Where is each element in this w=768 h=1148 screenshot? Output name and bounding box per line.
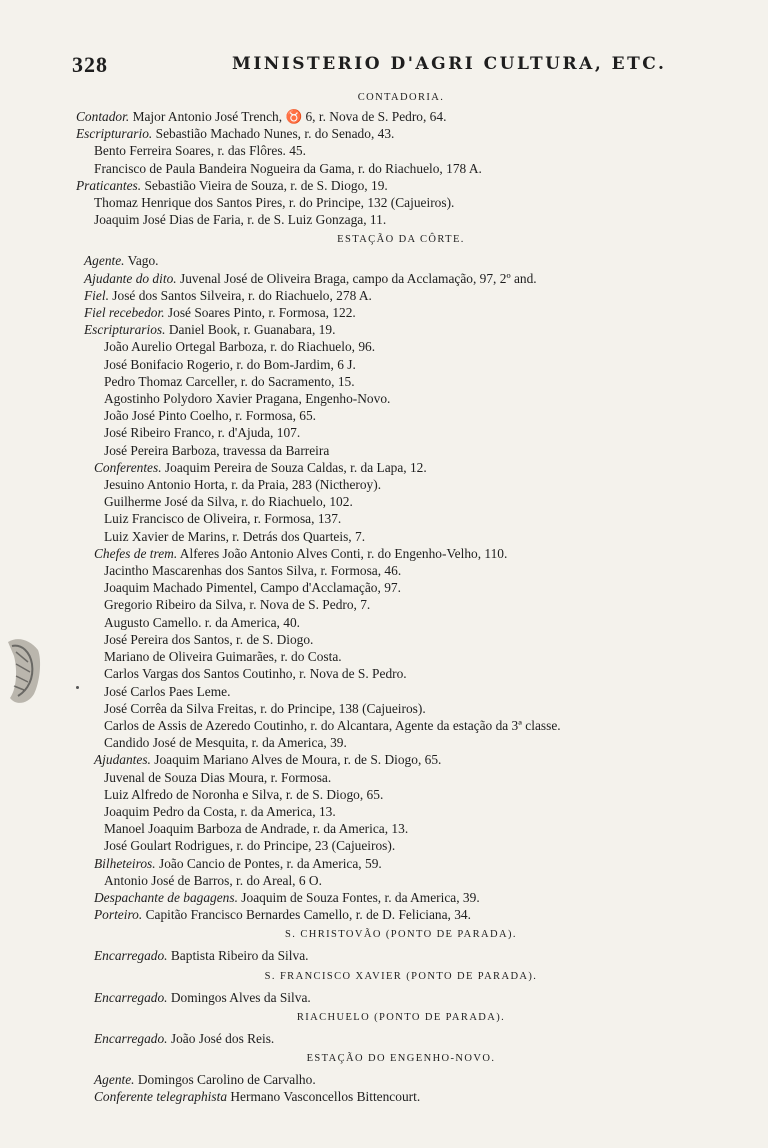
entry-text: Alferes João Antonio Alves Conti, r. do Engenho-Velho, 110. [179, 545, 508, 561]
entry-text: Guilherme José da Silva, r. do Riachuelo, 102. [104, 494, 353, 510]
directory-entry [76, 373, 726, 390]
directory-entry [76, 751, 726, 768]
entry-text: José Soares Pinto, r. Formosa, 122. [167, 305, 356, 321]
page-number: 328 [72, 52, 108, 77]
entry-role: Fiel. [84, 287, 109, 303]
section-heading: ESTAÇÃO DO ENGENHO-NOVO. [306, 1052, 496, 1064]
directory-entry [76, 108, 726, 125]
directory-entry [76, 989, 726, 1006]
entry-text: Capitão Francisco Bernardes Camello, r. de D. Feliciana, 34. [145, 907, 471, 923]
directory-entry [76, 142, 726, 159]
entry-role: Fiel recebedor. [84, 305, 165, 321]
directory-entry [76, 889, 726, 906]
entry-text: Candido José de Mesquita, r. da America, 39. [104, 735, 347, 751]
entry-text: Luiz Francisco de Oliveira, r. Formosa, 137. [104, 511, 342, 527]
entry-role: Agente. [94, 1071, 135, 1087]
entry-text: Carlos de Assis de Azeredo Coutinho, r. do Alcantara, Agente da estação da 3ª classe. [104, 717, 561, 733]
entry-text: José Pereira Barboza, travessa da Barreira [104, 442, 330, 458]
entry-text: Hermano Vasconcellos Bittencourt. [230, 1089, 421, 1105]
directory-entry [76, 1071, 726, 1088]
directory-entry [76, 304, 726, 321]
entry-text: Daniel Book, r. Guanabara, 19. [168, 322, 336, 338]
entry-role: Escripturarios. [84, 322, 166, 338]
directory-entry [76, 476, 726, 493]
entry-text: José Pereira dos Santos, r. de S. Diogo. [104, 631, 314, 647]
directory-entry [76, 545, 726, 562]
entry-text: Mariano de Oliveira Guimarães, r. do Costa. [104, 649, 342, 665]
directory-entry [76, 631, 726, 648]
directory-entry [76, 820, 726, 837]
directory-entry [76, 683, 726, 700]
entry-role: Contador. [76, 109, 130, 124]
directory-entry [76, 287, 726, 304]
directory-entry [76, 407, 726, 424]
entry-text: Domingos Carolino de Carvalho. [137, 1071, 316, 1087]
entry-text: José Carlos Paes Leme. [104, 683, 231, 699]
directory-entry [76, 596, 726, 613]
directory-entry [76, 837, 726, 854]
directory-entry [76, 390, 726, 407]
directory-entry [76, 528, 726, 545]
running-title: MINISTERIO D'AGRI CULTURA, ETC. [232, 54, 667, 74]
entry-role: Despachante de bagagens. [94, 889, 238, 905]
margin-speck [76, 686, 79, 689]
entry-role: Encarregado. [94, 948, 168, 964]
entry-text: Bento Ferreira Soares, r. das Flôres. 45. [94, 143, 306, 159]
entry-text: Sebastião Machado Nunes, r. do Senado, 43. [155, 126, 395, 142]
section-heading: S. CHRISTOVÃO (PONTO DE PARADA). [285, 929, 517, 941]
entry-role: Ajudante do dito. [84, 270, 177, 286]
directory-entry [76, 665, 726, 682]
directory-entry [76, 459, 726, 476]
entry-text: Pedro Thomaz Carceller, r. do Sacramento, 15. [104, 373, 355, 389]
entry-role: Agente. [84, 253, 125, 269]
directory-entry [76, 1030, 726, 1047]
directory-entry [76, 803, 726, 820]
directory-entry [76, 648, 726, 665]
entry-text: Joaquim de Souza Fontes, r. da America, 39. [241, 889, 480, 905]
entry-text: Augusto Camello. r. da America, 40. [104, 614, 300, 630]
entry-text: João Cancio de Pontes, r. da America, 59. [158, 855, 382, 871]
entry-text: Joaquim José Dias de Faria, r. de S. Luiz Gonzaga, 11. [94, 212, 387, 228]
entry-role: Conferentes. [94, 459, 162, 475]
directory-entry [76, 769, 726, 786]
directory-entry [76, 786, 726, 803]
directory-entry [76, 614, 726, 631]
directory-entry [76, 424, 726, 441]
entry-text: Juvenal José de Oliveira Braga, campo da Acclamação, 97, 2º and. [179, 270, 537, 286]
entry-role: Praticantes. [76, 177, 142, 193]
entry-text: Luiz Xavier de Marins, r. Detrás dos Quarteis, 7. [104, 528, 366, 544]
directory-entry [76, 270, 726, 287]
directory-entry [76, 855, 726, 872]
entry-text: Baptista Ribeiro da Silva. [170, 948, 309, 964]
entry-text: José Bonifacio Rogerio, r. do Bom-Jardim, 6 J. [104, 356, 356, 372]
directory-entry [76, 338, 726, 355]
entry-text: João Aurelio Ortegal Barboza, r. do Riachuelo, 96. [104, 339, 376, 355]
entry-text: José dos Santos Silveira, r. do Riachuelo, 278 A. [112, 287, 372, 303]
entry-text: Jacintho Mascarenhas dos Santos Silva, r. Formosa, 46. [104, 563, 402, 579]
entry-text: José Corrêa da Silva Freitas, r. do Principe, 138 (Cajueiros). [104, 700, 426, 716]
entry-text: Joaquim Machado Pimentel, Campo d'Acclamação, 97. [104, 580, 401, 596]
entry-text: Manoel Joaquim Barboza de Andrade, r. da America, 13. [104, 821, 409, 837]
entry-text: Thomaz Henrique dos Santos Pires, r. do Principe, 132 (Cajueiros). [94, 195, 455, 211]
directory-entry [76, 579, 726, 596]
directory-entry [76, 356, 726, 373]
entry-text: Gregorio Ribeiro da Silva, r. Nova de S. Pedro, 7. [104, 597, 371, 613]
directory-entry [76, 872, 726, 889]
directory-entry [76, 194, 726, 211]
entry-role: Encarregado. [94, 1030, 168, 1046]
entry-role: Chefes de trem. [94, 545, 178, 561]
directory-entry [76, 700, 726, 717]
directory-entry [76, 493, 726, 510]
entry-text: João José dos Reis. [170, 1030, 275, 1046]
entry-text: Francisco de Paula Bandeira Nogueira da Gama, r. do Riachuelo, 178 A. [94, 160, 482, 176]
section-heading: RIACHUELO (PONTO DE PARADA). [296, 1011, 506, 1023]
directory-entry [76, 734, 726, 751]
entry-role: Porteiro. [94, 907, 143, 923]
section-heading: S. FRANCISCO XAVIER (PONTO DE PARADA). [264, 970, 538, 982]
entry-role: Encarregado. [94, 989, 168, 1005]
entry-text: Luiz Alfredo de Noronha e Silva, r. de S. Diogo, 65. [104, 786, 384, 802]
entry-text: João José Pinto Coelho, r. Formosa, 65. [104, 408, 317, 424]
section-heading: ESTAÇÃO DA CÔRTE. [337, 234, 465, 246]
entry-role: Conferente telegraphista [94, 1089, 228, 1105]
directory-entry [76, 906, 726, 923]
entry-text: Joaquim Pedro da Costa, r. da America, 13. [104, 803, 336, 819]
entry-text: Jesuino Antonio Horta, r. da Praia, 283 (Nictheroy). [104, 477, 382, 493]
directory-entry [76, 562, 726, 579]
entry-text: Sebastião Vieira de Souza, r. de S. Diogo, 19. [144, 177, 388, 193]
directory-entry [76, 947, 726, 964]
entry-role: Bilheteiros. [94, 855, 156, 871]
entry-text: Joaquim Pereira de Souza Caldas, r. da Lapa, 12. [164, 459, 427, 475]
entry-text: Joaquim Mariano Alves de Moura, r. de S. Diogo, 65. [154, 752, 442, 768]
entry-text: Juvenal de Souza Dias Moura, r. Formosa. [104, 769, 332, 785]
entry-text: Carlos Vargas dos Santos Coutinho, r. Nova de S. Pedro. [104, 666, 407, 682]
entry-role: Ajudantes. [94, 752, 151, 768]
directory-entry [76, 442, 726, 459]
entry-text: José Ribeiro Franco, r. d'Ajuda, 107. [104, 425, 301, 441]
body-text [76, 88, 726, 1105]
entry-text: Antonio José de Barros, r. do Areal, 6 O. [104, 872, 322, 888]
entry-text: Domingos Alves da Silva. [170, 989, 311, 1005]
directory-entry [76, 125, 726, 142]
directory-entry [76, 717, 726, 734]
directory-entry [76, 1088, 726, 1105]
directory-entry [76, 160, 726, 177]
directory-entry [76, 211, 726, 228]
entry-text: Agostinho Polydoro Xavier Pragana, Engenho-Novo. [104, 391, 391, 407]
entry-text: Major Antonio José Trench, ♉ 6, r. Nova de S. Pedro, 64. [132, 109, 447, 124]
entry-role: Escripturario. [76, 126, 153, 142]
entry-text: José Goulart Rodrigues, r. do Principe, 23 (Cajueiros). [104, 838, 396, 854]
directory-entry [76, 510, 726, 527]
directory-entry [76, 177, 726, 194]
section-heading: CONTADORIA. [357, 92, 445, 103]
margin-ornament-icon [4, 632, 44, 712]
page-header [72, 52, 722, 82]
entry-text: Vago. [127, 253, 159, 269]
directory-entry [76, 252, 726, 269]
directory-entry [76, 321, 726, 338]
